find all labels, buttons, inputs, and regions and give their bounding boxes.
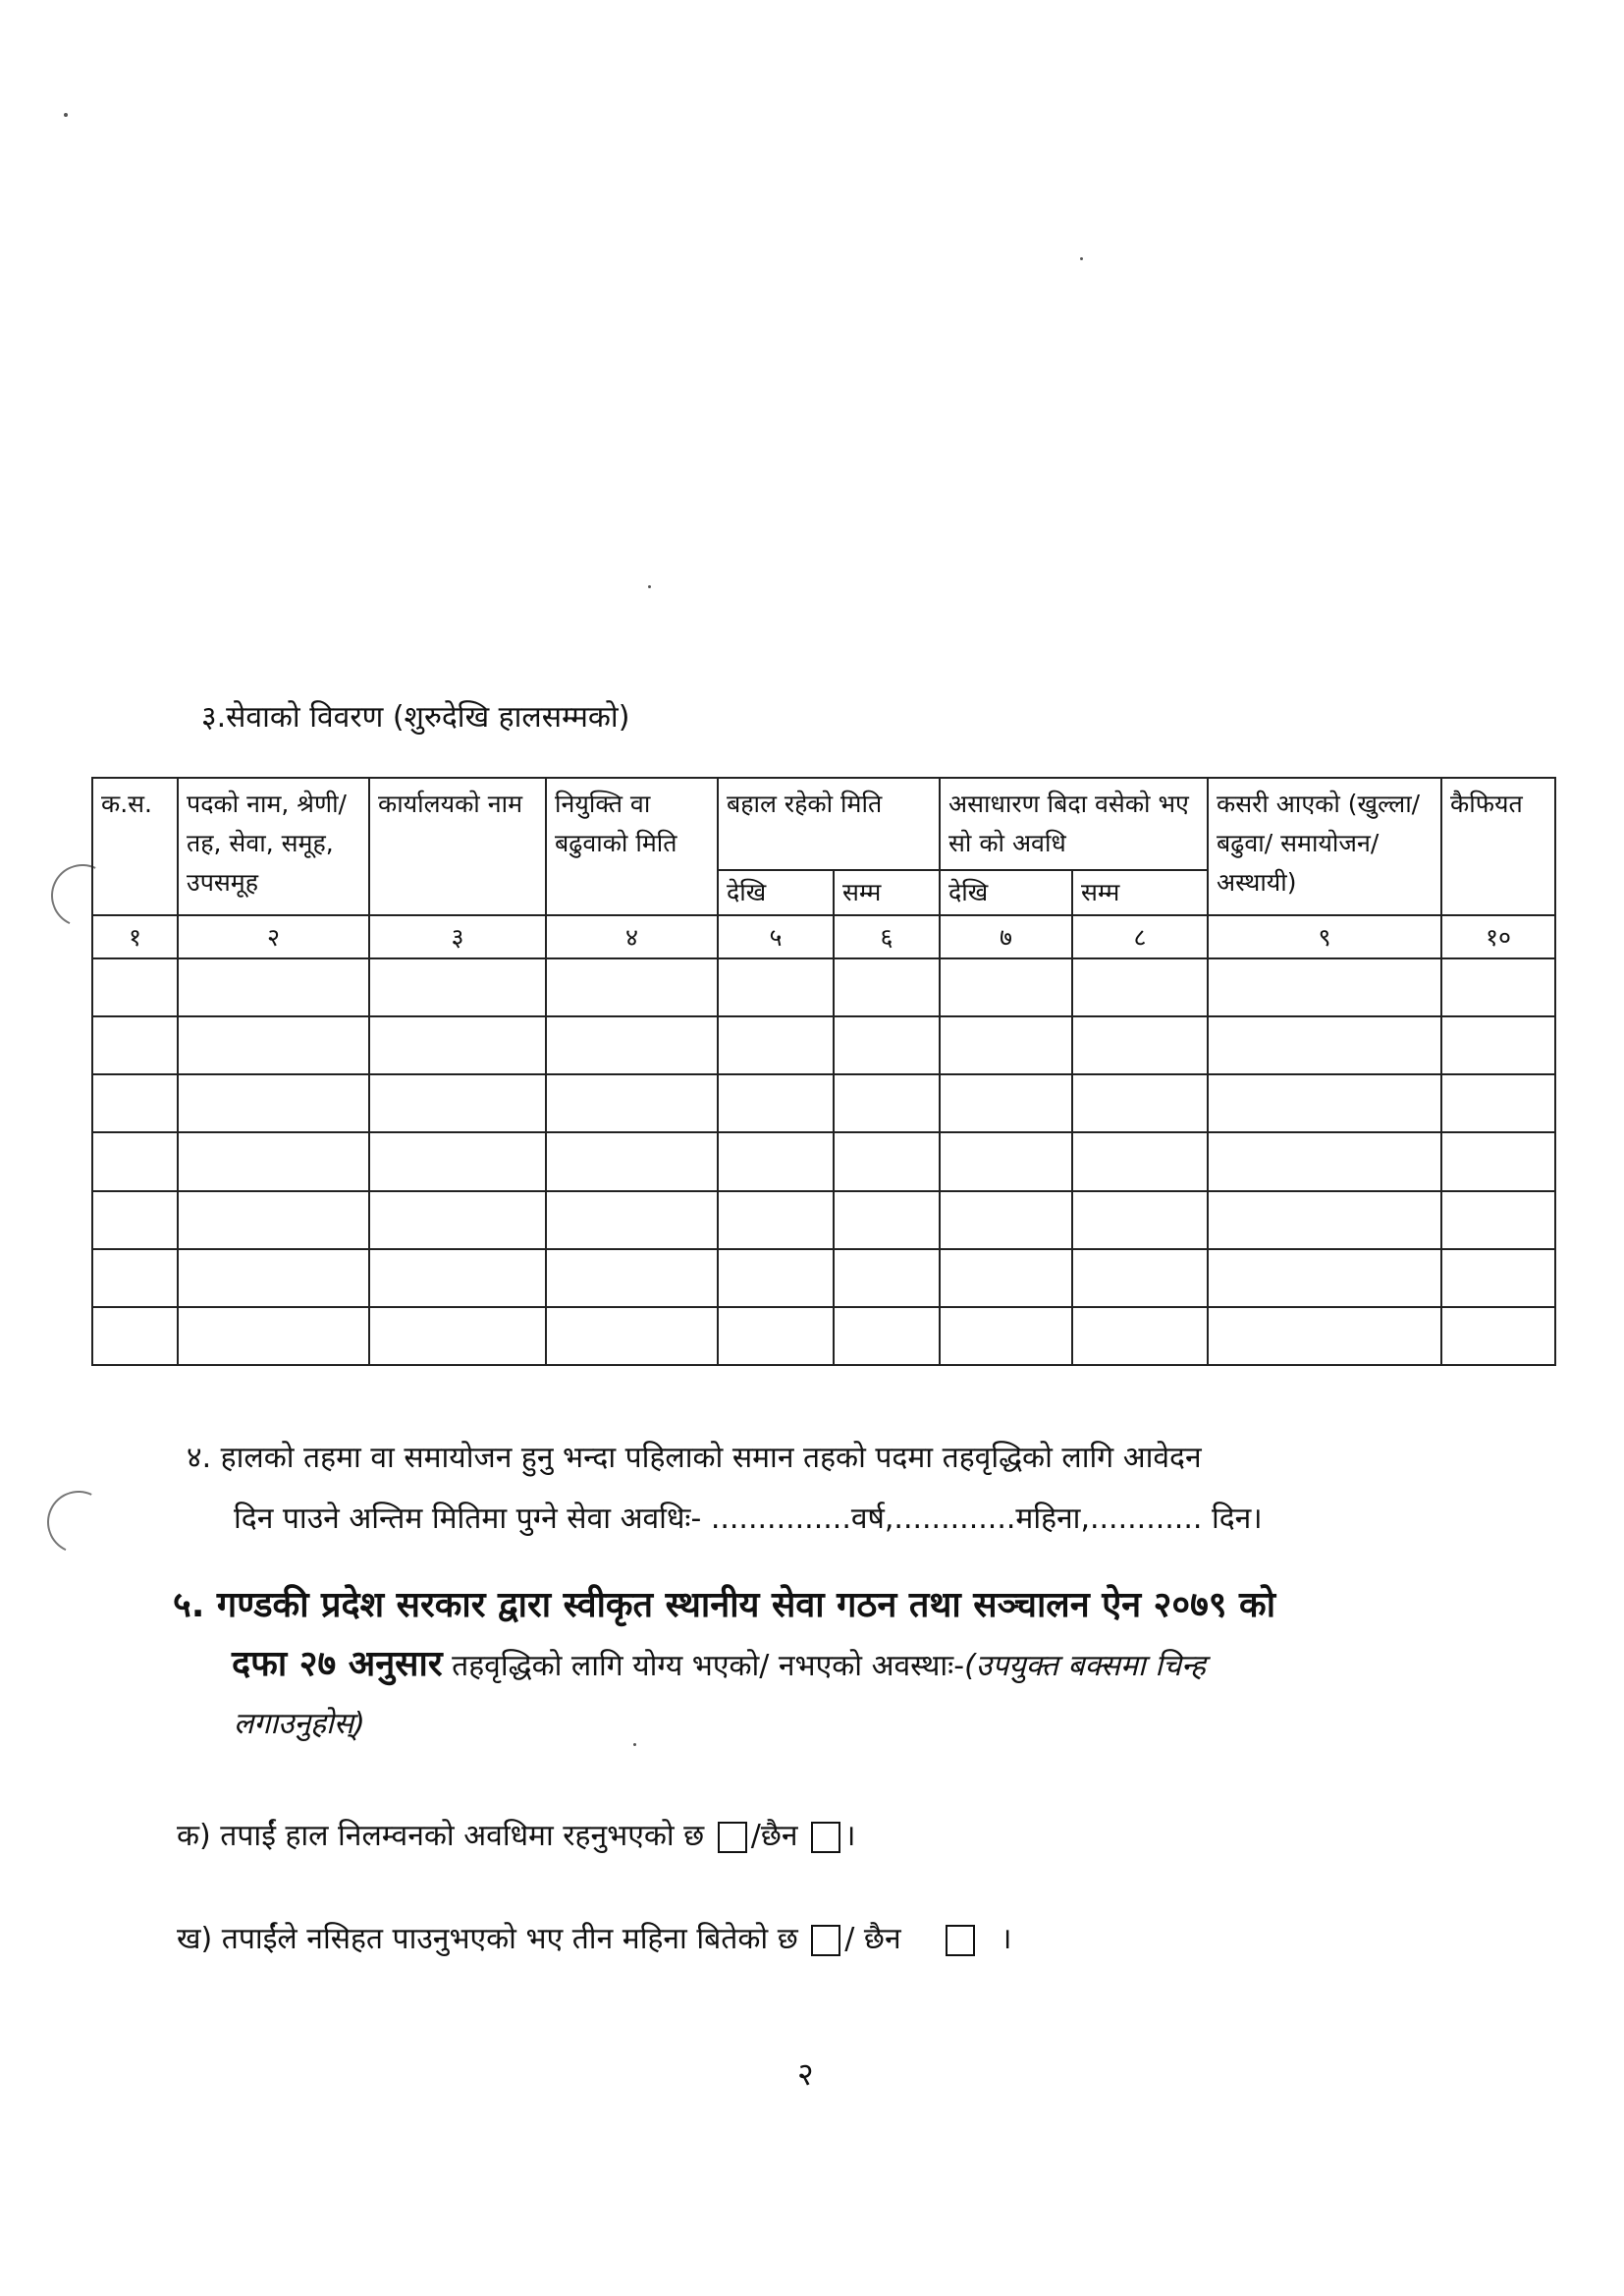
item-5-instruction: (उपयुक्त बक्समा चिन्ह bbox=[964, 1649, 1206, 1683]
scan-speck bbox=[633, 1743, 636, 1746]
table-row bbox=[92, 1307, 1555, 1365]
table-cell[interactable] bbox=[834, 1016, 940, 1074]
table-cell[interactable] bbox=[1072, 958, 1208, 1016]
page-number: २ bbox=[797, 2055, 814, 2093]
table-cell[interactable] bbox=[178, 1074, 369, 1132]
table-cell[interactable] bbox=[369, 958, 546, 1016]
question-kha-text: ख) तपाईंले नसिहत पाउनुभएको भए तीन महिना बितेको छ bbox=[177, 1922, 798, 1956]
table-cell[interactable] bbox=[940, 1132, 1072, 1190]
table-cell[interactable] bbox=[546, 1307, 718, 1365]
table-cell[interactable] bbox=[1441, 1132, 1555, 1190]
column-number: ६ bbox=[834, 915, 940, 958]
table-cell[interactable] bbox=[369, 1074, 546, 1132]
item-5-line-2 bbox=[232, 1638, 1206, 1686]
table-cell[interactable] bbox=[178, 1249, 369, 1307]
table-cell[interactable] bbox=[178, 1016, 369, 1074]
table-row bbox=[92, 958, 1555, 1016]
end-mark: । bbox=[1001, 1922, 1012, 1956]
column-number: १० bbox=[1441, 915, 1555, 958]
table-cell[interactable] bbox=[1072, 1249, 1208, 1307]
header-to: सम्म bbox=[834, 870, 940, 915]
table-cell[interactable] bbox=[834, 958, 940, 1016]
table-cell[interactable] bbox=[1441, 1074, 1555, 1132]
punch-hole-mark bbox=[38, 1482, 119, 1562]
yes-checkbox[interactable] bbox=[718, 1822, 747, 1853]
table-cell[interactable] bbox=[369, 1249, 546, 1307]
table-cell[interactable] bbox=[92, 1249, 178, 1307]
item-5-line-1 bbox=[173, 1579, 1275, 1627]
table-cell[interactable] bbox=[940, 1191, 1072, 1249]
header-how-appointed: कसरी आएको (खुल्ला/ बढुवा/ समायोजन/अस्थायी) bbox=[1208, 778, 1441, 915]
table-cell[interactable] bbox=[178, 1132, 369, 1190]
header-leave-to: सम्म bbox=[1072, 870, 1208, 915]
end-mark: । bbox=[844, 1819, 856, 1853]
table-cell[interactable] bbox=[940, 1074, 1072, 1132]
question-ka bbox=[177, 1814, 855, 1854]
table-cell[interactable] bbox=[1441, 1249, 1555, 1307]
table-cell[interactable] bbox=[1208, 1307, 1441, 1365]
table-cell[interactable] bbox=[178, 958, 369, 1016]
question-ka-text: क) तपाईं हाल निलम्वनको अवधिमा रहनुभएको छ bbox=[177, 1819, 705, 1853]
column-number: ३ bbox=[369, 915, 546, 958]
scan-speck bbox=[648, 585, 651, 588]
table-cell[interactable] bbox=[178, 1191, 369, 1249]
no-checkbox[interactable] bbox=[811, 1822, 840, 1853]
table-cell[interactable] bbox=[1208, 958, 1441, 1016]
item-5-heading: ५. गण्डकी प्रदेश सरकार द्वारा स्वीकृत स्थानीय सेवा गठन तथा सञ्चालन ऐन २०७९ को bbox=[173, 1585, 1276, 1625]
header-leave-period: असाधारण बिदा वसेको भए सो को अवधि bbox=[940, 778, 1208, 870]
table-cell[interactable] bbox=[1441, 1016, 1555, 1074]
column-number: ४ bbox=[546, 915, 718, 958]
table-cell[interactable] bbox=[178, 1307, 369, 1365]
column-number: ७ bbox=[940, 915, 1072, 958]
table-cell[interactable] bbox=[546, 1016, 718, 1074]
column-number: ५ bbox=[718, 915, 834, 958]
table-cell[interactable] bbox=[1208, 1074, 1441, 1132]
table-cell[interactable] bbox=[718, 1249, 834, 1307]
table-cell[interactable] bbox=[834, 1307, 940, 1365]
table-cell[interactable] bbox=[1208, 1249, 1441, 1307]
table-cell[interactable] bbox=[1072, 1191, 1208, 1249]
table-cell[interactable] bbox=[1441, 1191, 1555, 1249]
yes-checkbox[interactable] bbox=[811, 1925, 840, 1956]
table-cell[interactable] bbox=[546, 1191, 718, 1249]
table-cell[interactable] bbox=[369, 1132, 546, 1190]
table-cell[interactable] bbox=[546, 1249, 718, 1307]
header-appointment-date: नियुक्ति वा बढुवाको मिति bbox=[546, 778, 718, 915]
table-cell[interactable] bbox=[369, 1307, 546, 1365]
table-cell[interactable] bbox=[92, 1132, 178, 1190]
header-office: कार्यालयको नाम bbox=[369, 778, 546, 915]
table-cell[interactable] bbox=[92, 1307, 178, 1365]
table-cell[interactable] bbox=[369, 1016, 546, 1074]
table-cell[interactable] bbox=[834, 1191, 940, 1249]
table-cell[interactable] bbox=[1072, 1307, 1208, 1365]
table-cell[interactable] bbox=[834, 1074, 940, 1132]
header-remarks: कैफियत bbox=[1441, 778, 1555, 915]
column-number: २ bbox=[178, 915, 369, 958]
table-cell[interactable] bbox=[1072, 1132, 1208, 1190]
table-row bbox=[92, 1132, 1555, 1190]
scan-speck bbox=[1080, 257, 1083, 260]
table-cell[interactable] bbox=[92, 1016, 178, 1074]
table-row bbox=[92, 1191, 1555, 1249]
table-cell[interactable] bbox=[1208, 1016, 1441, 1074]
table-cell[interactable] bbox=[718, 1074, 834, 1132]
header-leave-from: देखि bbox=[940, 870, 1072, 915]
table-cell[interactable] bbox=[92, 1074, 178, 1132]
table-cell[interactable] bbox=[718, 1307, 834, 1365]
table-cell[interactable] bbox=[940, 1016, 1072, 1074]
item-5-text: तहवृद्धिको लागि योग्य भएको/ नभएको अवस्थाः- bbox=[452, 1649, 965, 1683]
table-cell[interactable] bbox=[1072, 1016, 1208, 1074]
column-number: १ bbox=[92, 915, 178, 958]
table-row bbox=[92, 1074, 1555, 1132]
item-5-instruction-end: लगाउनुहोस्) bbox=[234, 1707, 365, 1741]
table-cell[interactable] bbox=[369, 1191, 546, 1249]
column-number: ८ bbox=[1072, 915, 1208, 958]
header-from: देखि bbox=[718, 870, 834, 915]
item-4-line-2: दिन पाउने अन्तिम मितिमा पुग्ने सेवा अवधिः- ...............वर्ष,.............महिना,............ दिन। bbox=[234, 1502, 1263, 1536]
table-cell[interactable] bbox=[1208, 1132, 1441, 1190]
column-number-row bbox=[92, 915, 1555, 958]
column-number: ९ bbox=[1208, 915, 1441, 958]
no-checkbox[interactable] bbox=[946, 1925, 975, 1956]
service-details-table bbox=[91, 777, 1556, 1366]
table-cell[interactable] bbox=[834, 1249, 940, 1307]
table-cell[interactable] bbox=[92, 1191, 178, 1249]
table-cell[interactable] bbox=[1208, 1191, 1441, 1249]
table-cell[interactable] bbox=[718, 1016, 834, 1074]
table-cell[interactable] bbox=[1072, 1074, 1208, 1132]
table-cell[interactable] bbox=[1441, 1307, 1555, 1365]
header-service-period: बहाल रहेको मिति bbox=[718, 778, 940, 870]
table-cell[interactable] bbox=[718, 1132, 834, 1190]
table-cell[interactable] bbox=[940, 1249, 1072, 1307]
section-3-title: ३.सेवाको विवरण (शुरुदेखि हालसम्मको) bbox=[201, 700, 630, 735]
table-cell[interactable] bbox=[1441, 958, 1555, 1016]
table-row bbox=[92, 1249, 1555, 1307]
table-cell[interactable] bbox=[546, 1132, 718, 1190]
table-cell[interactable] bbox=[546, 958, 718, 1016]
scan-speck bbox=[64, 113, 68, 117]
table-cell[interactable] bbox=[92, 958, 178, 1016]
table-row bbox=[92, 1016, 1555, 1074]
item-5-section-ref: दफा २७ अनुसार bbox=[232, 1644, 443, 1684]
no-label: / छैन bbox=[844, 1922, 901, 1956]
question-kha bbox=[177, 1917, 1012, 1957]
table-cell[interactable] bbox=[718, 1191, 834, 1249]
table-cell[interactable] bbox=[940, 1307, 1072, 1365]
item-4-line-1: ४. हालको तहमा वा समायोजन हुनु भन्दा पहिलाको समान तहको पदमा तहवृद्धिको लागि आवेदन bbox=[187, 1441, 1202, 1475]
table-cell[interactable] bbox=[546, 1074, 718, 1132]
header-post: पदको नाम, श्रेणी/तह, सेवा, समूह, उपसमूह bbox=[178, 778, 369, 915]
table-cell[interactable] bbox=[834, 1132, 940, 1190]
header-serial: क.स. bbox=[92, 778, 178, 915]
no-label: /छैन bbox=[750, 1819, 798, 1853]
table-cell[interactable] bbox=[940, 958, 1072, 1016]
table-cell[interactable] bbox=[718, 958, 834, 1016]
